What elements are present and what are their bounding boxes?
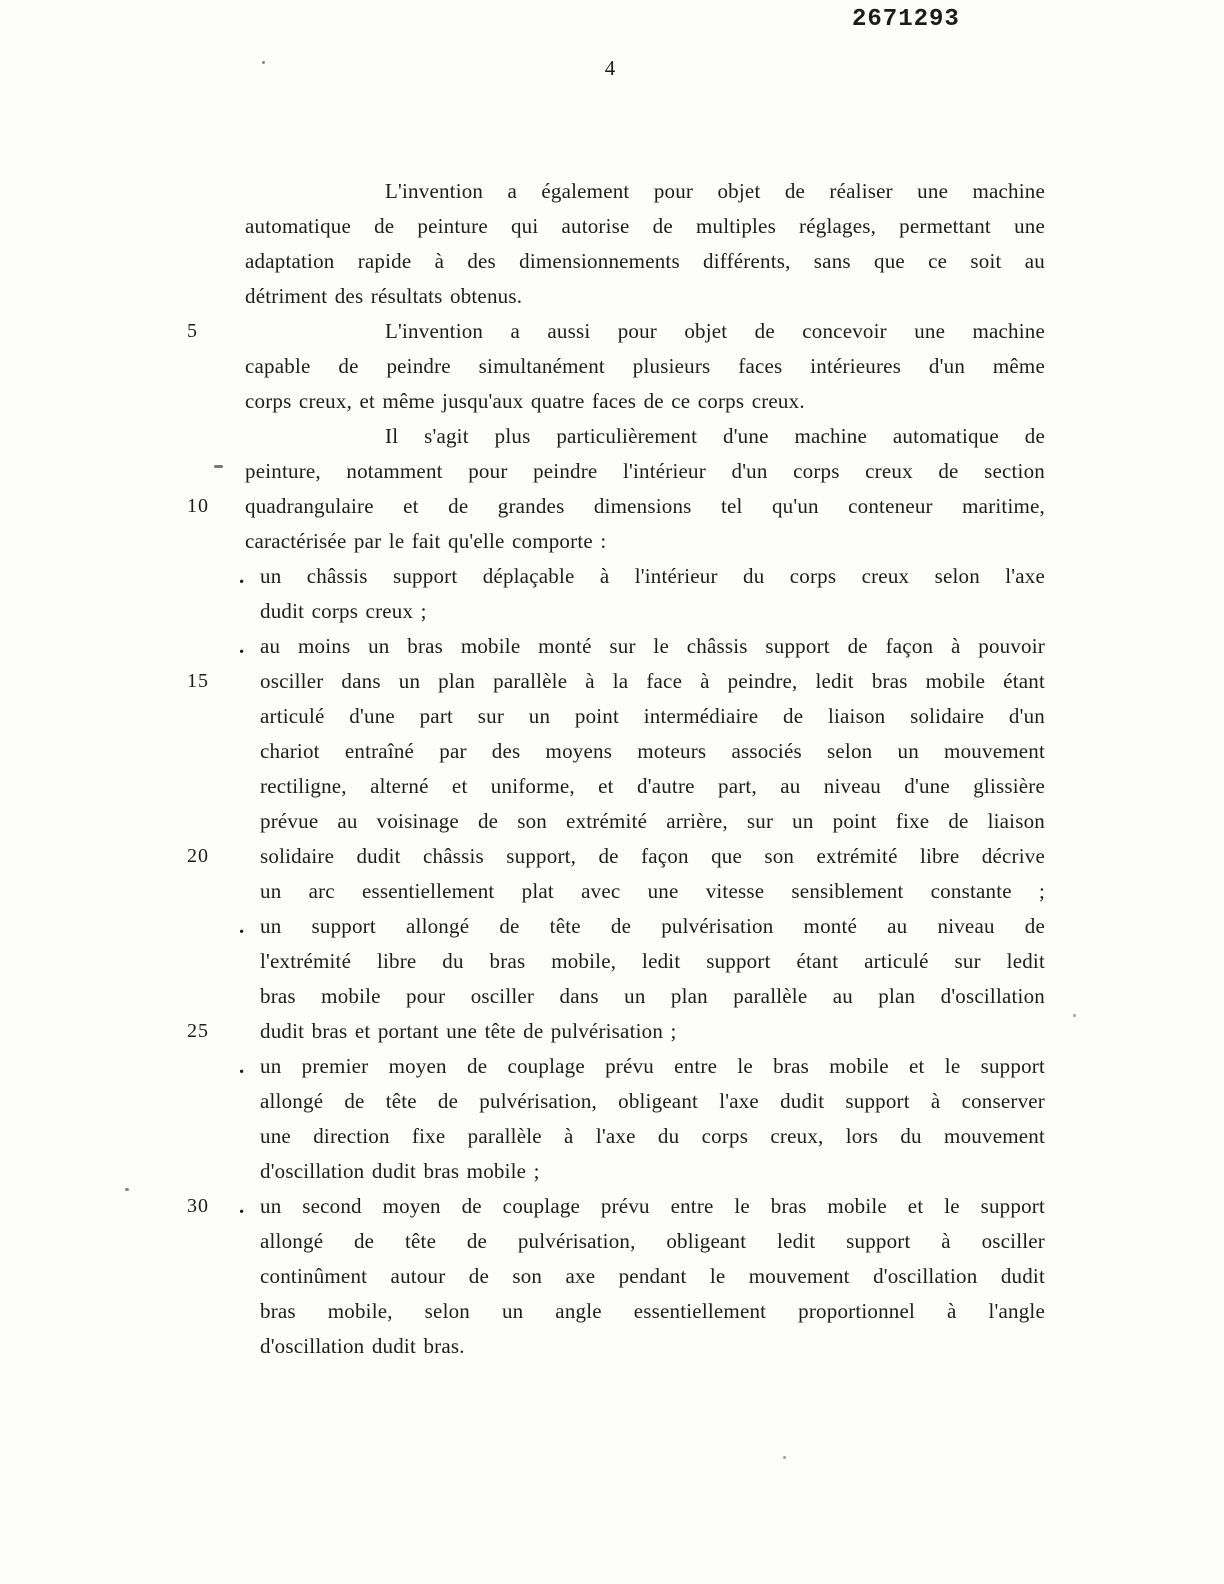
line-text: allongé de tête de pulvérisation, obligeant ledit support à osciller <box>260 1229 1045 1253</box>
line-text: une direction fixe parallèle à l'axe du corps creux, lors du mouvement <box>260 1124 1045 1148</box>
margin-line-number: 10 <box>187 495 209 517</box>
text-line <box>239 629 1045 664</box>
text-line <box>239 909 1045 944</box>
line-text: dudit corps creux ; <box>260 599 427 623</box>
text-line <box>245 734 1045 769</box>
text-line <box>239 1049 1045 1084</box>
line-text: chariot entraîné par des moyens moteurs associés selon un mouvement <box>260 739 1045 763</box>
scan-artifact <box>214 465 223 468</box>
line-text: solidaire dudit châssis support, de façon que son extrémité libre décrive <box>260 844 1045 868</box>
text-line <box>245 1329 1045 1364</box>
line-text: quadrangulaire et de grandes dimensions tel qu'un conteneur maritime, <box>245 494 1045 518</box>
line-text: L'invention a aussi pour objet de concevoir une machine <box>385 319 1045 343</box>
line-text: continûment autour de son axe pendant le mouvement d'oscillation dudit <box>260 1264 1045 1288</box>
line-text: corps creux, et même jusqu'aux quatre faces de ce corps creux. <box>245 389 805 413</box>
line-text: osciller dans un plan parallèle à la face à peindre, ledit bras mobile étant <box>260 669 1045 693</box>
line-text: au moins un bras mobile monté sur le châssis support de façon à pouvoir <box>260 634 1045 658</box>
text-line <box>245 804 1045 839</box>
text-line <box>245 944 1045 979</box>
text-line <box>245 699 1045 734</box>
text-line <box>187 664 1045 699</box>
text-line <box>245 1119 1045 1154</box>
text-line <box>187 839 1045 874</box>
scan-artifact <box>262 61 265 64</box>
text-line <box>187 1189 1045 1224</box>
margin-line-number: 25 <box>187 1020 209 1042</box>
text-line <box>187 314 1045 349</box>
text-line <box>245 1154 1045 1189</box>
text-line <box>245 384 1045 419</box>
text-line <box>245 594 1045 629</box>
text-line <box>245 524 1045 559</box>
text-line <box>245 244 1045 279</box>
margin-line-number: 30 <box>187 1195 209 1217</box>
bullet-dot: . <box>239 1194 245 1218</box>
line-text: un châssis support déplaçable à l'intérieur du corps creux selon l'axe <box>260 564 1045 588</box>
text-line <box>245 174 1045 209</box>
page-number: 4 <box>604 56 616 80</box>
line-text: détriment des résultats obtenus. <box>245 284 523 308</box>
line-text: capable de peindre simultanément plusieurs faces intérieures d'un même <box>245 354 1045 378</box>
line-text: allongé de tête de pulvérisation, obligeant l'axe dudit support à conserver <box>260 1089 1045 1113</box>
line-text: prévue au voisinage de son extrémité arrière, sur un point fixe de liaison <box>260 809 1045 833</box>
bullet-dot: . <box>239 564 245 588</box>
text-line <box>245 979 1045 1014</box>
bullet-dot: . <box>239 1054 245 1078</box>
line-text: Il s'agit plus particulièrement d'une machine automatique de <box>385 424 1045 448</box>
scan-artifact <box>1073 1014 1076 1017</box>
scan-artifact <box>783 1456 786 1459</box>
line-text: rectiligne, alterné et uniforme, et d'autre part, au niveau d'une glissière <box>260 774 1045 798</box>
text-line <box>187 489 1045 524</box>
line-text: automatique de peinture qui autorise de multiples réglages, permettant une <box>245 214 1045 238</box>
text-line <box>245 1224 1045 1259</box>
margin-line-number: 20 <box>187 845 209 867</box>
line-text: adaptation rapide à des dimensionnements différents, sans que ce soit au <box>245 249 1045 273</box>
line-text: d'oscillation dudit bras. <box>260 1334 465 1358</box>
text-line <box>239 559 1045 594</box>
line-text: un second moyen de couplage prévu entre le bras mobile et le support <box>260 1194 1045 1218</box>
line-text: peinture, notamment pour peindre l'intérieur d'un corps creux de section <box>245 459 1045 483</box>
patent-number: 2671293 <box>852 6 960 33</box>
document-body <box>187 174 1045 1364</box>
text-line <box>245 279 1045 314</box>
margin-line-number: 5 <box>187 320 198 342</box>
text-line <box>245 454 1045 489</box>
line-text: un arc essentiellement plat avec une vitesse sensiblement constante ; <box>260 879 1045 903</box>
text-line <box>245 1259 1045 1294</box>
text-line <box>245 769 1045 804</box>
text-line <box>245 349 1045 384</box>
bullet-dot: . <box>239 914 245 938</box>
text-line <box>187 1014 1045 1049</box>
line-text: l'extrémité libre du bras mobile, ledit support étant articulé sur ledit <box>260 949 1045 973</box>
text-line <box>245 419 1045 454</box>
line-text: bras mobile pour osciller dans un plan parallèle au plan d'oscillation <box>260 984 1045 1008</box>
scan-artifact <box>125 1188 129 1191</box>
text-line <box>245 1294 1045 1329</box>
margin-line-number: 15 <box>187 670 209 692</box>
line-text: dudit bras et portant une tête de pulvérisation ; <box>260 1019 677 1043</box>
line-text: bras mobile, selon un angle essentiellement proportionnel à l'angle <box>260 1299 1045 1323</box>
line-text: caractérisée par le fait qu'elle comporte : <box>245 529 607 553</box>
line-text: un support allongé de tête de pulvérisation monté au niveau de <box>260 914 1045 938</box>
text-line <box>245 874 1045 909</box>
text-line <box>245 209 1045 244</box>
line-text: articulé d'une part sur un point intermédiaire de liaison solidaire d'un <box>260 704 1045 728</box>
text-line <box>245 1084 1045 1119</box>
line-text: d'oscillation dudit bras mobile ; <box>260 1159 540 1183</box>
line-text: L'invention a également pour objet de réaliser une machine <box>385 179 1045 203</box>
bullet-dot: . <box>239 634 245 658</box>
line-text: un premier moyen de couplage prévu entre le bras mobile et le support <box>260 1054 1045 1078</box>
